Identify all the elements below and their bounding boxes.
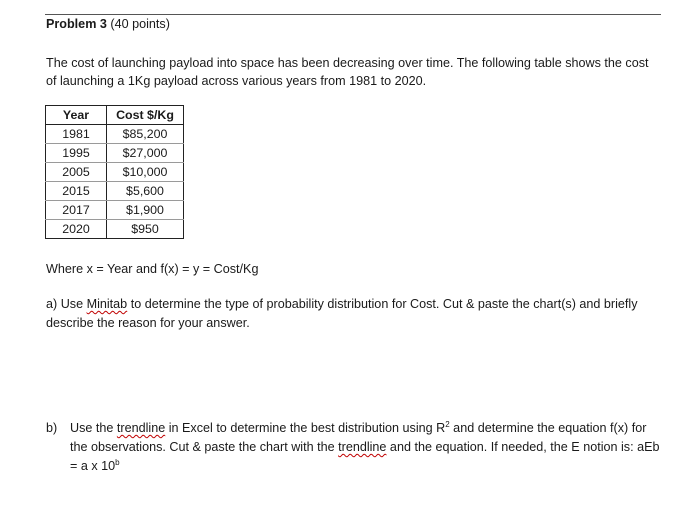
part-b-question (46, 419, 661, 476)
table-header-row (46, 106, 184, 125)
part-b-text (70, 419, 661, 476)
year-cell: 1981 (46, 125, 107, 144)
problem-heading (46, 17, 170, 31)
exponent-superscript: b (115, 458, 120, 467)
problem-points: (40 points) (110, 17, 170, 31)
year-cell: 2020 (46, 220, 107, 239)
part-a-text-end: to determine the type of probability distribution for Cost. Cut & paste the chart(s) and briefly describe the reason for your answer. (46, 297, 638, 330)
cost-cell: $1,900 (107, 201, 184, 220)
year-cell: 1995 (46, 144, 107, 163)
cost-cell: $950 (107, 220, 184, 239)
table-row (46, 220, 184, 239)
year-cell: 2005 (46, 163, 107, 182)
table-row (46, 163, 184, 182)
r-squared-superscript: 2 (445, 420, 450, 429)
trendline-word: trendline (338, 440, 387, 454)
table-row (46, 125, 184, 144)
minitab-word: Minitab (86, 297, 128, 311)
table-row (46, 201, 184, 220)
part-b-text-2: in Excel to determine the best distribution using R (165, 421, 446, 435)
part-a-text-start: a) Use (46, 297, 87, 311)
part-b-text-3: and determine the equation f(x) for the observations. Cut & paste the chart with the (70, 421, 647, 454)
problem-title: Problem 3 (46, 17, 107, 31)
cost-header: Cost $/Kg (107, 106, 184, 125)
year-header: Year (46, 106, 107, 125)
table-row (46, 182, 184, 201)
top-divider (45, 14, 661, 15)
part-b-label: b) (46, 421, 58, 435)
cost-cell: $27,000 (107, 144, 184, 163)
cost-cell: $10,000 (107, 163, 184, 182)
cost-table (45, 105, 184, 239)
year-cell: 2017 (46, 201, 107, 220)
part-b-text-4: and the equation. If needed, the E notion is: aEb = a x 10 (70, 440, 660, 473)
part-b-text-1: Use the (70, 421, 117, 435)
table-row (46, 144, 184, 163)
cost-cell: $5,600 (107, 182, 184, 201)
trendline-word: trendline (116, 421, 166, 435)
cost-cell: $85,200 (107, 125, 184, 144)
intro-paragraph: The cost of launching payload into space has been decreasing over time. The following table shows the cost of launching a 1Kg payload across various years from 1981 to 2020. (46, 56, 649, 88)
variable-definition: Where x = Year and f(x) = y = Cost/Kg (46, 262, 259, 276)
year-cell: 2015 (46, 182, 107, 201)
part-a-question (46, 295, 661, 333)
